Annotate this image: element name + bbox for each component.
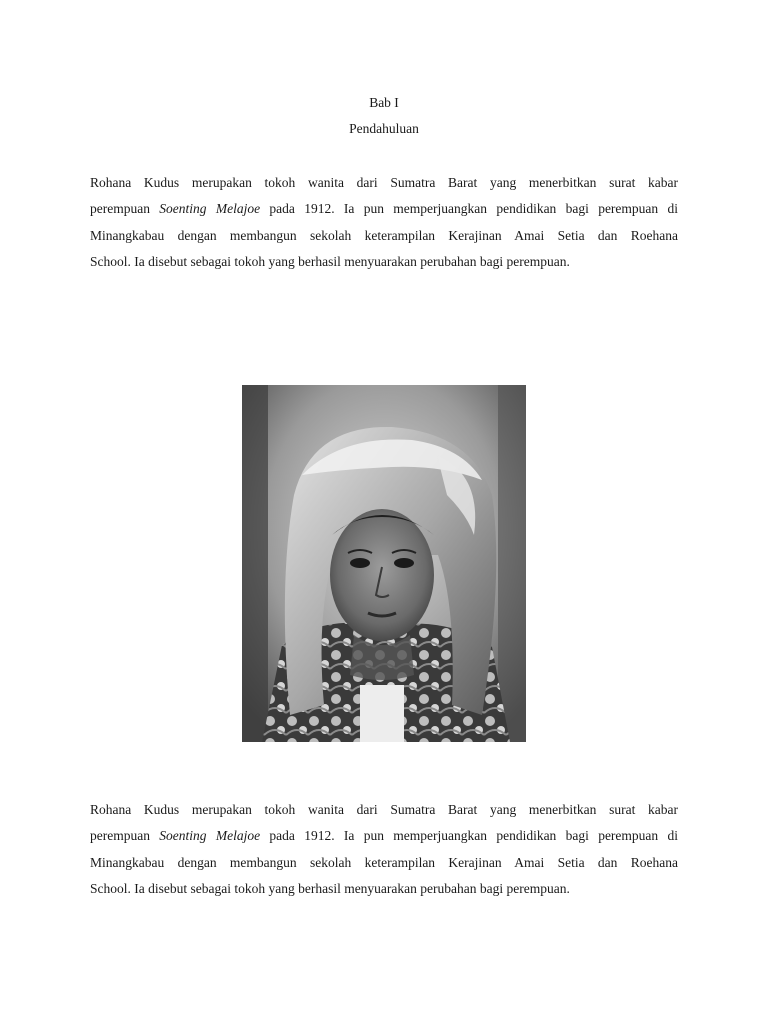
text-run: Minangkabau dengan membangun sekolah keterampilan Kerajinan Amai Setia dan Roehana [90, 227, 678, 243]
paragraph-line [90, 196, 678, 222]
paragraph-line [90, 797, 678, 823]
intro-paragraph [90, 170, 678, 275]
chapter-title: Pendahuluan [349, 121, 419, 136]
text-run: School. Ia disebut sebagai tokoh yang berhasil menyuarakan perubahan bagi perempuan. [90, 880, 570, 896]
text-run: School. Ia disebut sebagai tokoh yang berhasil menyuarakan perubahan bagi perempuan. [90, 253, 570, 269]
newspaper-name: Soenting Melajoe [159, 201, 261, 217]
text-run: perempuan [90, 828, 160, 844]
text-run: Rohana Kudus merupakan tokoh wanita dari Sumatra Barat yang menerbitkan surat kabar [90, 802, 678, 817]
paragraph-line [90, 223, 678, 249]
text-run: pada 1912. Ia pun memperjuangkan pendidikan bagi perempuan di [260, 201, 678, 217]
text-run: perempuan [90, 201, 160, 217]
text-run: Minangkabau dengan membangun sekolah keterampilan Kerajinan Amai Setia dan Roehana [90, 854, 678, 870]
portrait-photo [242, 385, 526, 742]
paragraph-line [90, 876, 678, 902]
text-run: Rohana Kudus merupakan tokoh wanita dari Sumatra Barat yang menerbitkan surat kabar [90, 175, 678, 190]
paragraph-line [90, 850, 678, 876]
newspaper-name: Soenting Melajoe [159, 828, 261, 844]
paragraph-line [90, 823, 678, 849]
paragraph-line [90, 170, 678, 196]
text-run: pada 1912. Ia pun memperjuangkan pendidikan bagi perempuan di [260, 828, 678, 844]
repeated-paragraph [90, 797, 678, 902]
paragraph-line [90, 249, 678, 275]
chapter-heading: Bab I [369, 95, 399, 110]
